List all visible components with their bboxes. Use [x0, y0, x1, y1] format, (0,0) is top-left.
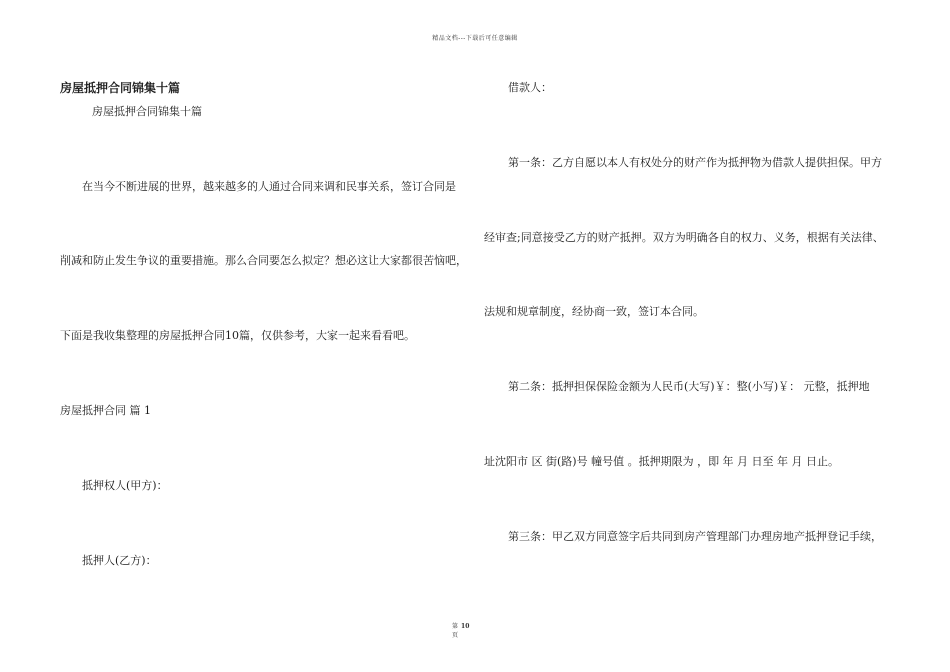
page-label-top: 第 — [452, 623, 459, 630]
clause-1-line-2: 经审查;同意接受乙方的财产抵押。双方为明确各自的权力、义务，根据有关法律、 — [484, 231, 884, 244]
borrower-label: 借款人： — [508, 81, 552, 94]
header-note: 精品文档---下载后可任意编辑 — [432, 35, 518, 42]
intro-line-3: 下面是我收集整理的房屋抵押合同10篇，仅供参考，大家一起来看看吧。 — [60, 329, 415, 342]
page-label-bottom: 页 — [452, 632, 459, 639]
intro-line-2: 削减和防止发生争议的重要措施。那么合同要怎么拟定？想必这让大家都很苦恼吧， — [60, 254, 467, 267]
clause-2-line-1: 第二条：抵押担保保险金额为人民币(大写)￥：整(小写)￥： 元整，抵押地 — [508, 380, 870, 393]
clause-2-line-2: 址沈阳市 区 街(路)号 幢号值 。抵押期限为 ，即 年 月 日至 年 月 日止。 — [484, 455, 840, 468]
intro-line-1: 在当今不断进展的世界，越来越多的人通过合同来调和民事关系，签订合同是 — [82, 180, 456, 193]
mortgagor-label: 抵押人(乙方)： — [82, 554, 157, 567]
mortgagee-label: 抵押权人(甲方)： — [82, 479, 168, 492]
page-number-footer — [452, 622, 482, 640]
section-heading: 房屋抵押合同 篇 1 — [60, 404, 151, 417]
clause-1-line-3: 法规和规章制度，经协商一致，签订本合同。 — [484, 305, 704, 318]
clause-1-line-1: 第一条：乙方自愿以本人有权处分的财产作为抵押物为借款人提供担保。甲方 — [508, 156, 882, 169]
clause-3-line-1: 第三条：甲乙双方同意签字后共同到房产管理部门办理房地产抵押登记手续， — [508, 530, 882, 543]
document-subtitle: 房屋抵押合同锦集十篇 — [92, 105, 202, 118]
document-title: 房屋抵押合同锦集十篇 — [60, 81, 181, 95]
page-number: 10 — [461, 623, 470, 630]
